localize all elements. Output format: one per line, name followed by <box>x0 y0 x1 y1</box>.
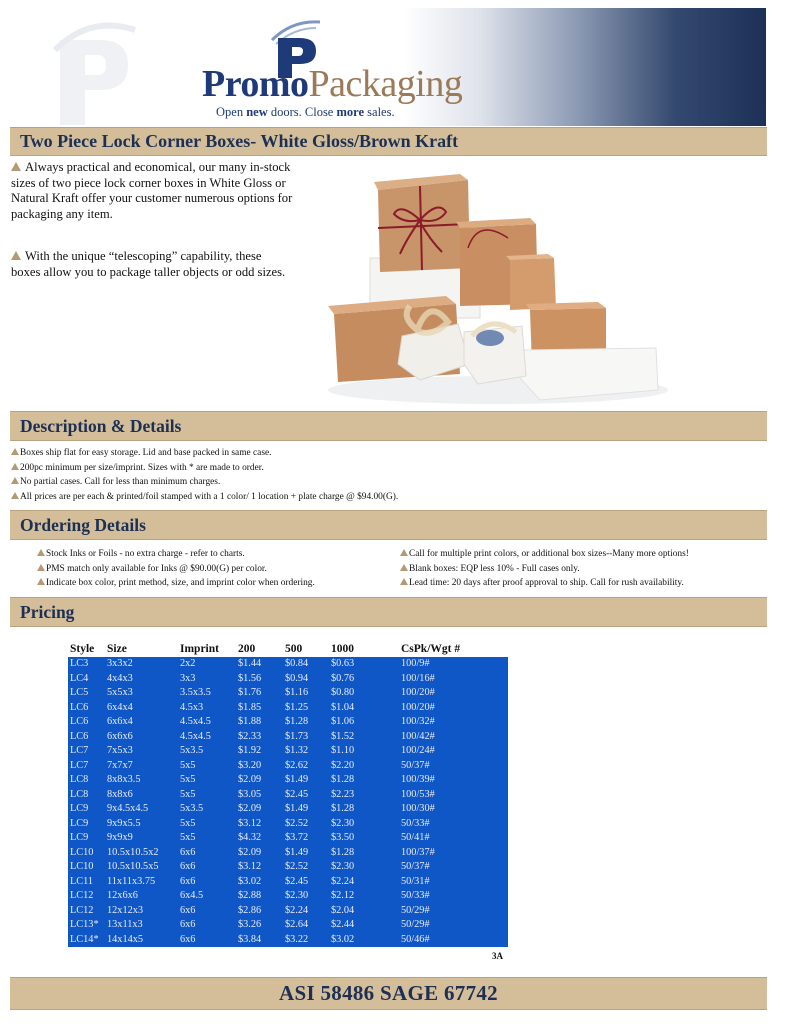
table-row <box>68 860 508 875</box>
cell-cspk-wgt: 50/37# <box>399 759 508 774</box>
table-row <box>68 657 508 672</box>
bullet-triangle-icon <box>37 549 45 556</box>
bullet-triangle-icon <box>11 477 19 484</box>
cell-imprint: 2x2 <box>178 657 236 672</box>
cell-style: LC14* <box>68 933 105 948</box>
cell-price-1000: $1.52 <box>329 730 399 745</box>
cell-cspk-wgt: 50/29# <box>399 904 508 919</box>
cell-price-500: $1.28 <box>283 715 329 730</box>
list-item-text: 200pc minimum per size/imprint. Sizes with * are made to order. <box>20 462 264 473</box>
cell-style: LC7 <box>68 744 105 759</box>
cell-price-500: $2.52 <box>283 817 329 832</box>
cell-cspk-wgt: 100/39# <box>399 773 508 788</box>
cell-imprint: 3.5x3.5 <box>178 686 236 701</box>
intro-text: With the unique “telescoping” capability, these boxes allow you to package taller objects or odd sizes. <box>11 249 286 279</box>
cell-price-1000: $0.63 <box>329 657 399 672</box>
cell-cspk-wgt: 50/29# <box>399 918 508 933</box>
cell-style: LC3 <box>68 657 105 672</box>
cell-size: 6x6x4 <box>105 715 178 730</box>
cell-price-500: $1.32 <box>283 744 329 759</box>
cell-size: 4x4x3 <box>105 672 178 687</box>
cell-price-1000: $1.28 <box>329 773 399 788</box>
cell-style: LC7 <box>68 759 105 774</box>
cell-imprint: 6x4.5 <box>178 889 236 904</box>
cell-price-1000: $0.80 <box>329 686 399 701</box>
header-imprint: Imprint <box>178 642 236 657</box>
cell-price-1000: $3.50 <box>329 831 399 846</box>
ordering-bar <box>10 510 767 540</box>
cell-style: LC10 <box>68 860 105 875</box>
cell-style: LC10 <box>68 846 105 861</box>
list-item <box>37 547 315 562</box>
cell-size: 12x12x3 <box>105 904 178 919</box>
cell-price-500: $1.49 <box>283 773 329 788</box>
cell-imprint: 5x5 <box>178 817 236 832</box>
cell-price-500: $2.24 <box>283 904 329 919</box>
cell-price-500: $2.62 <box>283 759 329 774</box>
pricing-table <box>68 642 508 947</box>
cell-size: 14x14x5 <box>105 933 178 948</box>
cell-price-1000: $2.20 <box>329 759 399 774</box>
intro-paragraph-1 <box>11 160 293 222</box>
cell-price-200: $1.92 <box>236 744 283 759</box>
cell-size: 5x5x3 <box>105 686 178 701</box>
cell-style: LC9 <box>68 817 105 832</box>
list-item-text: Blank boxes: EQP less 10% - Full cases only. <box>409 563 580 574</box>
cell-price-1000: $0.76 <box>329 672 399 687</box>
cell-cspk-wgt: 50/46# <box>399 933 508 948</box>
table-row <box>68 686 508 701</box>
cell-imprint: 5x5 <box>178 788 236 803</box>
title-bar <box>10 127 767 156</box>
cell-price-1000: $2.04 <box>329 904 399 919</box>
table-row <box>68 889 508 904</box>
cell-cspk-wgt: 50/31# <box>399 875 508 890</box>
table-row <box>68 773 508 788</box>
table-row <box>68 831 508 846</box>
cell-imprint: 5x5 <box>178 831 236 846</box>
cell-price-1000: $3.02 <box>329 933 399 948</box>
cell-size: 13x11x3 <box>105 918 178 933</box>
footer-bar <box>10 977 767 1010</box>
cell-size: 8x8x6 <box>105 788 178 803</box>
cell-imprint: 4.5x4.5 <box>178 730 236 745</box>
cell-price-1000: $1.06 <box>329 715 399 730</box>
cell-price-1000: $2.30 <box>329 817 399 832</box>
table-row <box>68 759 508 774</box>
cell-imprint: 6x6 <box>178 933 236 948</box>
cell-price-1000: $1.28 <box>329 802 399 817</box>
table-row <box>68 672 508 687</box>
cell-price-200: $1.85 <box>236 701 283 716</box>
intro-text: Always practical and economical, our many in-stock sizes of two piece lock corner boxes in White Gloss or Natural Kraft offer your customer numerous options for packaging any item. <box>11 160 293 221</box>
cell-style: LC6 <box>68 715 105 730</box>
tagline-part: sales. <box>364 105 395 119</box>
cell-price-500: $1.49 <box>283 802 329 817</box>
table-row <box>68 846 508 861</box>
cell-size: 6x4x4 <box>105 701 178 716</box>
cell-imprint: 5x5 <box>178 759 236 774</box>
cell-price-500: $2.52 <box>283 860 329 875</box>
header-qty-1000: 1000 <box>329 642 399 657</box>
cell-price-200: $3.02 <box>236 875 283 890</box>
cell-cspk-wgt: 50/37# <box>399 860 508 875</box>
bullet-triangle-icon <box>37 564 45 571</box>
header-banner <box>10 8 766 126</box>
cell-style: LC5 <box>68 686 105 701</box>
cell-price-500: $3.72 <box>283 831 329 846</box>
cell-cspk-wgt: 50/33# <box>399 817 508 832</box>
cell-style: LC8 <box>68 773 105 788</box>
cell-price-200: $3.05 <box>236 788 283 803</box>
bullet-triangle-icon <box>400 549 408 556</box>
cell-cspk-wgt: 50/41# <box>399 831 508 846</box>
pricing-bar <box>10 597 767 627</box>
list-item <box>11 461 398 476</box>
list-item <box>11 446 398 461</box>
description-bar <box>10 411 767 441</box>
product-photo-boxes <box>308 168 668 408</box>
cell-price-1000: $2.24 <box>329 875 399 890</box>
cell-size: 6x6x6 <box>105 730 178 745</box>
table-row <box>68 933 508 948</box>
list-item-text: No partial cases. Call for less than minimum charges. <box>20 477 221 488</box>
table-row <box>68 730 508 745</box>
description-list <box>11 446 398 504</box>
tagline-part: new <box>246 105 268 119</box>
cell-imprint: 5x5 <box>178 773 236 788</box>
header-qty-500: 500 <box>283 642 329 657</box>
cell-imprint: 4.5x4.5 <box>178 715 236 730</box>
cell-price-500: $2.64 <box>283 918 329 933</box>
bullet-triangle-icon <box>11 492 19 499</box>
cell-style: LC13* <box>68 918 105 933</box>
cell-price-1000: $1.10 <box>329 744 399 759</box>
cell-price-200: $3.20 <box>236 759 283 774</box>
cell-price-500: $0.94 <box>283 672 329 687</box>
cell-cspk-wgt: 100/16# <box>399 672 508 687</box>
cell-price-500: $0.84 <box>283 657 329 672</box>
list-item <box>400 547 689 562</box>
cell-price-200: $2.09 <box>236 802 283 817</box>
list-item <box>37 576 315 591</box>
list-item <box>37 562 315 577</box>
cell-imprint: 6x6 <box>178 875 236 890</box>
cell-cspk-wgt: 100/53# <box>399 788 508 803</box>
watermark-logo <box>40 20 140 126</box>
bullet-triangle-icon <box>400 578 408 585</box>
table-row <box>68 802 508 817</box>
cell-style: LC12 <box>68 889 105 904</box>
cell-size: 9x4.5x4.5 <box>105 802 178 817</box>
header-qty-200: 200 <box>236 642 283 657</box>
cell-cspk-wgt: 100/30# <box>399 802 508 817</box>
brand-name <box>202 64 462 104</box>
table-header-row <box>68 642 508 657</box>
bullet-triangle-icon <box>11 463 19 470</box>
cell-imprint: 5x3.5 <box>178 802 236 817</box>
list-item <box>11 490 398 505</box>
cell-price-1000: $2.30 <box>329 860 399 875</box>
cell-price-200: $2.86 <box>236 904 283 919</box>
header-style: Style <box>68 642 105 657</box>
cell-cspk-wgt: 100/37# <box>399 846 508 861</box>
tagline-part: doors. Close <box>267 105 337 119</box>
ordering-list-right <box>400 547 689 591</box>
cell-price-500: $2.30 <box>283 889 329 904</box>
cell-price-500: $1.25 <box>283 701 329 716</box>
list-item <box>400 576 689 591</box>
brand-tagline <box>216 105 395 120</box>
cell-style: LC6 <box>68 730 105 745</box>
cell-price-200: $4.32 <box>236 831 283 846</box>
cell-style: LC11 <box>68 875 105 890</box>
list-item <box>400 562 689 577</box>
list-item-text: All prices are per each & printed/foil stamped with a 1 color/ 1 location + plate charge @ $94.00(G). <box>20 491 399 502</box>
list-item-text: Indicate box color, print method, size, and imprint color when ordering. <box>46 578 315 589</box>
cell-cspk-wgt: 100/42# <box>399 730 508 745</box>
list-item-text: PMS match only available for Inks @ $90.00(G) per color. <box>46 563 267 574</box>
list-item-text: Call for multiple print colors, or additional box sizes--Many more options! <box>409 549 689 559</box>
table-row <box>68 875 508 890</box>
cell-price-500: $2.45 <box>283 875 329 890</box>
page-title: Two Piece Lock Corner Boxes- White Gloss/Brown Kraft <box>20 131 459 151</box>
cell-style: LC8 <box>68 788 105 803</box>
bullet-triangle-icon <box>11 251 21 260</box>
cell-price-500: $3.22 <box>283 933 329 948</box>
cell-price-500: $1.49 <box>283 846 329 861</box>
cell-size: 7x7x7 <box>105 759 178 774</box>
cell-price-1000: $2.23 <box>329 788 399 803</box>
list-item-text: Boxes ship flat for easy storage. Lid and base packed in same case. <box>20 448 272 458</box>
table-row <box>68 701 508 716</box>
cell-style: LC6 <box>68 701 105 716</box>
description-title: Description & Details <box>20 416 182 436</box>
cell-imprint: 6x6 <box>178 918 236 933</box>
cell-price-500: $1.73 <box>283 730 329 745</box>
cell-imprint: 4.5x3 <box>178 701 236 716</box>
header-cspk-wgt: CsPk/Wgt # <box>399 642 508 657</box>
tagline-part: Open <box>216 105 247 119</box>
cell-size: 12x6x6 <box>105 889 178 904</box>
cell-size: 9x9x9 <box>105 831 178 846</box>
cell-size: 10.5x10.5x5 <box>105 860 178 875</box>
cell-imprint: 6x6 <box>178 904 236 919</box>
table-row <box>68 744 508 759</box>
cell-imprint: 6x6 <box>178 860 236 875</box>
cell-cspk-wgt: 100/32# <box>399 715 508 730</box>
cell-cspk-wgt: 100/9# <box>399 657 508 672</box>
cell-style: LC9 <box>68 831 105 846</box>
bullet-triangle-icon <box>11 162 21 171</box>
cell-size: 10.5x10.5x2 <box>105 846 178 861</box>
ordering-list-left <box>37 547 315 591</box>
cell-style: LC4 <box>68 672 105 687</box>
brand-name-packaging: Packaging <box>308 63 463 105</box>
cell-imprint: 5x3.5 <box>178 744 236 759</box>
page-code: 3A <box>492 951 503 961</box>
ordering-title: Ordering Details <box>20 515 146 535</box>
cell-price-200: $1.56 <box>236 672 283 687</box>
table-row <box>68 904 508 919</box>
cell-cspk-wgt: 100/20# <box>399 686 508 701</box>
table-row <box>68 817 508 832</box>
cell-price-200: $1.76 <box>236 686 283 701</box>
cell-imprint: 3x3 <box>178 672 236 687</box>
tagline-part: more <box>336 105 365 119</box>
cell-price-200: $1.44 <box>236 657 283 672</box>
cell-price-1000: $2.12 <box>329 889 399 904</box>
cell-price-200: $2.09 <box>236 846 283 861</box>
cell-size: 9x9x5.5 <box>105 817 178 832</box>
table-row <box>68 918 508 933</box>
table-row <box>68 715 508 730</box>
header-size: Size <box>105 642 178 657</box>
bullet-triangle-icon <box>400 564 408 571</box>
intro-paragraph-2 <box>11 249 293 280</box>
cell-style: LC12 <box>68 904 105 919</box>
brand-name-promo: Promo <box>202 63 309 105</box>
cell-price-200: $3.12 <box>236 860 283 875</box>
cell-price-200: $2.88 <box>236 889 283 904</box>
cell-size: 8x8x3.5 <box>105 773 178 788</box>
table-row <box>68 788 508 803</box>
cell-price-200: $2.33 <box>236 730 283 745</box>
cell-price-1000: $1.04 <box>329 701 399 716</box>
cell-price-500: $2.45 <box>283 788 329 803</box>
cell-cspk-wgt: 100/20# <box>399 701 508 716</box>
cell-cspk-wgt: 50/33# <box>399 889 508 904</box>
bullet-triangle-icon <box>11 448 19 455</box>
cell-price-200: $3.12 <box>236 817 283 832</box>
cell-price-200: $1.88 <box>236 715 283 730</box>
cell-size: 7x5x3 <box>105 744 178 759</box>
cell-price-500: $1.16 <box>283 686 329 701</box>
cell-price-1000: $1.28 <box>329 846 399 861</box>
list-item-text: Stock Inks or Foils - no extra charge - refer to charts. <box>46 549 245 559</box>
cell-price-200: $2.09 <box>236 773 283 788</box>
cell-size: 3x3x2 <box>105 657 178 672</box>
list-item-text: Lead time: 20 days after proof approval to ship. Call for rush availability. <box>409 578 684 589</box>
cell-cspk-wgt: 100/24# <box>399 744 508 759</box>
cell-size: 11x11x3.75 <box>105 875 178 890</box>
pricing-title: Pricing <box>20 602 75 622</box>
cell-price-200: $3.84 <box>236 933 283 948</box>
cell-imprint: 6x6 <box>178 846 236 861</box>
bullet-triangle-icon <box>37 578 45 585</box>
footer-asi-sage: ASI 58486 SAGE 67742 <box>279 981 498 1005</box>
cell-price-1000: $2.44 <box>329 918 399 933</box>
list-item <box>11 475 398 490</box>
pricing-table-body <box>68 657 508 947</box>
cell-price-200: $3.26 <box>236 918 283 933</box>
cell-style: LC9 <box>68 802 105 817</box>
